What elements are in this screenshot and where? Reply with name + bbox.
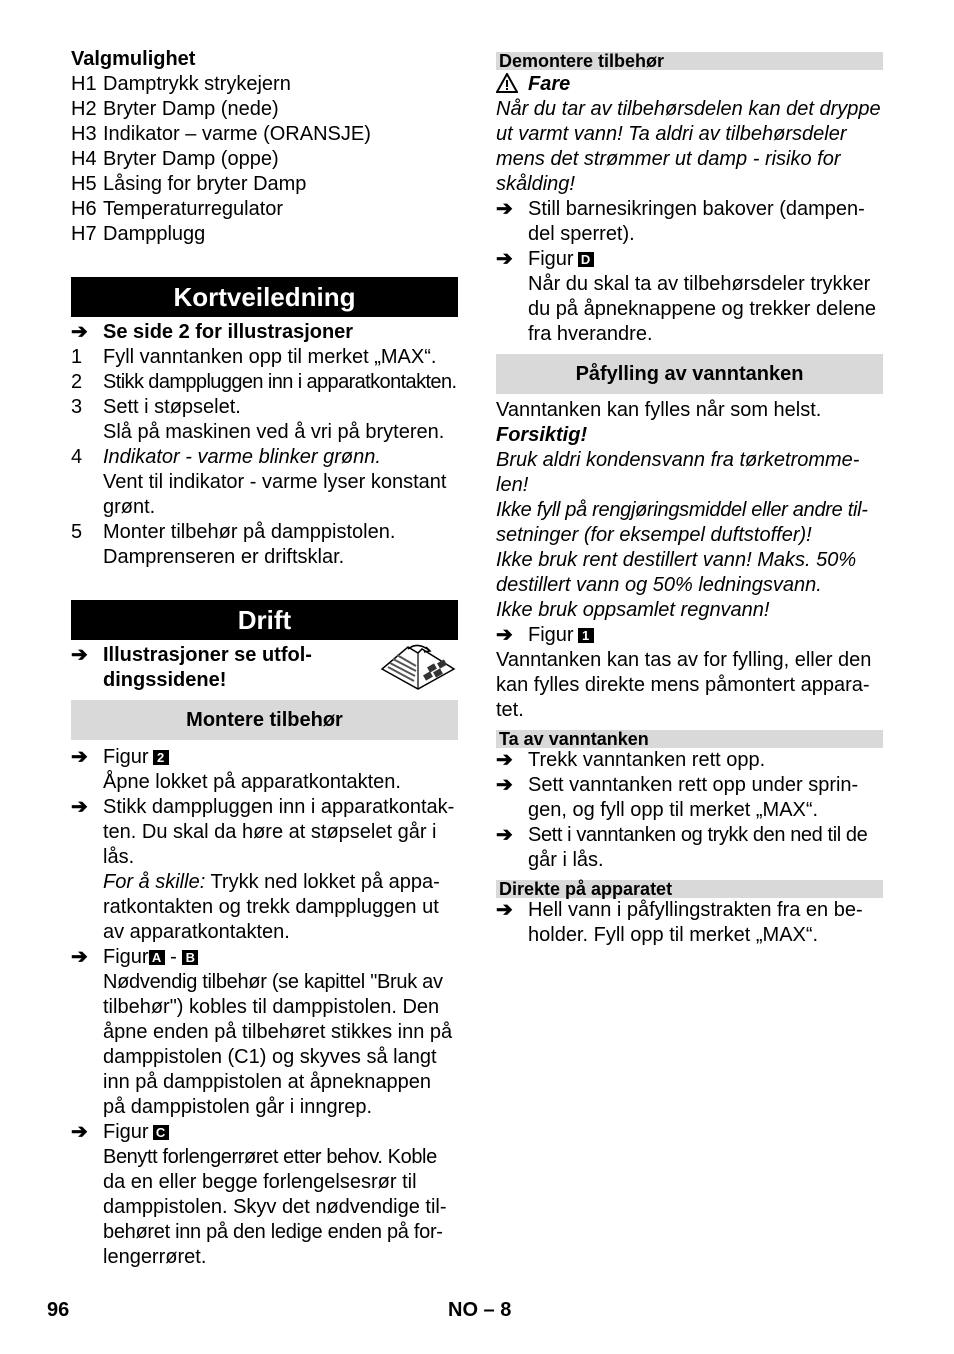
list-item: H3 Indikator – varme (ORANSJE) <box>71 123 371 145</box>
step-text: grønt. <box>103 496 156 518</box>
step: 1 Fyll vanntanken opp til merket „MAX“. <box>71 346 437 368</box>
list-item: H5 Låsing for bryter Damp <box>71 173 307 195</box>
arrow-right-icon: ➔ <box>71 946 88 968</box>
figure-badge: B <box>182 950 198 965</box>
section-title-paafylling: Påfylling av vanntanken <box>496 354 883 394</box>
arrow-right-icon: ➔ <box>496 774 513 796</box>
list-item: H7 Dampplugg <box>71 223 206 245</box>
arrow-right-icon: ➔ <box>496 248 513 270</box>
section-title-kortveiledning: Kortveiledning <box>71 277 458 317</box>
figure-badge: C <box>153 1125 169 1140</box>
left-column <box>71 47 458 1270</box>
figure-badge: A <box>149 950 165 965</box>
right-column: Demontere tilbehør Fare Når du tar av tilbehørsdelen kan det dryppe ut varmt vann! Ta aldri av tilbehørsdeler mens det strømmer ut damp - risiko for skålding! ➔ Still barnesikringen bakover (dampen- del sperret). ➔ Figur D Når du skal ta av tilbehørsdeler trykker du på åpneknappene og trekker delene fra hverandre. Påfylling av vanntanken Vanntanken kan fylles når som helst. Forsiktig! Bruk aldri kondensvann fra tørketromme- len! Ikke fyll på rengjøringsmiddel eller andre til- setninger (for eksempel duftstoffer)! Ikke bruk rent destillert vann! Maks. 50% destillert vann og 50% ledningsvann. Ikke bruk oppsamlet regnvann! ➔ Figur 1 Vanntanken kan tas av for fylling, eller den kan fylles direkte mens påmontert appara- tet. Ta av vanntanken ➔ Trekk vanntanken rett opp. ➔ Sett vanntanken rett opp under sprin- gen, og fyll opp til merket „MAX“. ➔ Sett i vanntanken og trykk den ned til de går i lås. Direkte på apparatet ➔ Hell vann i påfyllingstrakten fra en be- holder. Fyll opp til merket „MAX“. <box>496 52 883 948</box>
montere-steps: ➔ Figur 2 Åpne lokket på apparatkontakten. ➔ Stikk damppluggen inn i apparatkontak- ten. Du skal da høre at støpselet går i lås. For å skille: Trykk ned lokket på appa- ratkontakten og trekk damppluggen ut av apparatkontakten. ➔ Figur A - B Nødvendig tilbehør (se kapittel "Bruk av tilbehør") kobles til damppistolen. Den åpne enden på tilbehøret stikkes inn på damppistolen (C1) og skyves så langt inn på damppistolen at åpneknappen på damppistolen går i inngrep. ➔ Figur C Benytt forlengerrøret etter behov. Koble da en eller begge forlengelsesrør til damppistolen. Skyv det nødvendige til- behøret inn på den ledige enden på for- lengerrøret. <box>71 746 455 1268</box>
step-text: Slå på maskinen ved å vri på bryteren. <box>103 421 445 443</box>
figure-badge: 2 <box>153 750 169 765</box>
arrow-right-icon: ➔ <box>496 824 513 846</box>
section-title-direkte: Direkte på apparatet <box>496 880 883 898</box>
open-book-icon <box>378 643 458 691</box>
arrow-right-icon: ➔ <box>496 198 513 220</box>
list-item: H6 Temperaturregulator <box>71 198 284 220</box>
arrow-right-icon: ➔ <box>496 624 513 646</box>
options-title: Valgmulighet <box>71 48 196 70</box>
step: 4 Indikator - varme blinker grønn. <box>71 446 381 468</box>
list-item: H2 Bryter Damp (nede) <box>71 98 279 120</box>
arrow-right-icon: ➔ <box>71 644 88 666</box>
step: 5 Monter tilbehør på damppistolen. <box>71 521 396 543</box>
instruction-arrow: ➔ Se side 2 for illustrasjoner <box>71 321 354 343</box>
step: 2 Stikk damppluggen inn i apparatkontakten. <box>71 371 457 393</box>
arrow-right-icon: ➔ <box>496 899 513 921</box>
page-number: 96 <box>47 1299 70 1321</box>
arrow-right-icon: ➔ <box>71 1121 88 1143</box>
step: 3 Sett i støpselet. <box>71 396 241 418</box>
section-title-drift: Drift <box>71 600 458 640</box>
arrow-right-icon: ➔ <box>71 746 88 768</box>
section-title-demontere: Demontere tilbehør <box>496 52 883 70</box>
arrow-right-icon: ➔ <box>71 796 88 818</box>
warning-label: Fare <box>528 73 571 95</box>
warning-triangle-icon <box>496 72 528 97</box>
options-list <box>71 72 458 247</box>
section-title-ta-av: Ta av vanntanken <box>496 730 883 748</box>
step-text: Damprenseren er driftsklar. <box>103 546 345 568</box>
drift-intro: ➔ Illustrasjoner se utfol- dingssidene! <box>71 643 458 693</box>
list-item: H1 Damptrykk strykejern <box>71 73 291 95</box>
figure-badge: D <box>578 252 594 267</box>
arrow-right-icon: ➔ <box>71 321 88 343</box>
figure-badge: 1 <box>578 628 594 643</box>
step-text: Vent til indikator - varme lyser konstant <box>103 471 447 493</box>
list-item: H4 Bryter Damp (oppe) <box>71 148 279 170</box>
arrow-right-icon: ➔ <box>496 749 513 771</box>
section-footer: NO – 8 <box>448 1299 512 1321</box>
section-title-montere: Montere tilbehør <box>71 700 458 740</box>
caution-label: Forsiktig! <box>496 424 588 446</box>
